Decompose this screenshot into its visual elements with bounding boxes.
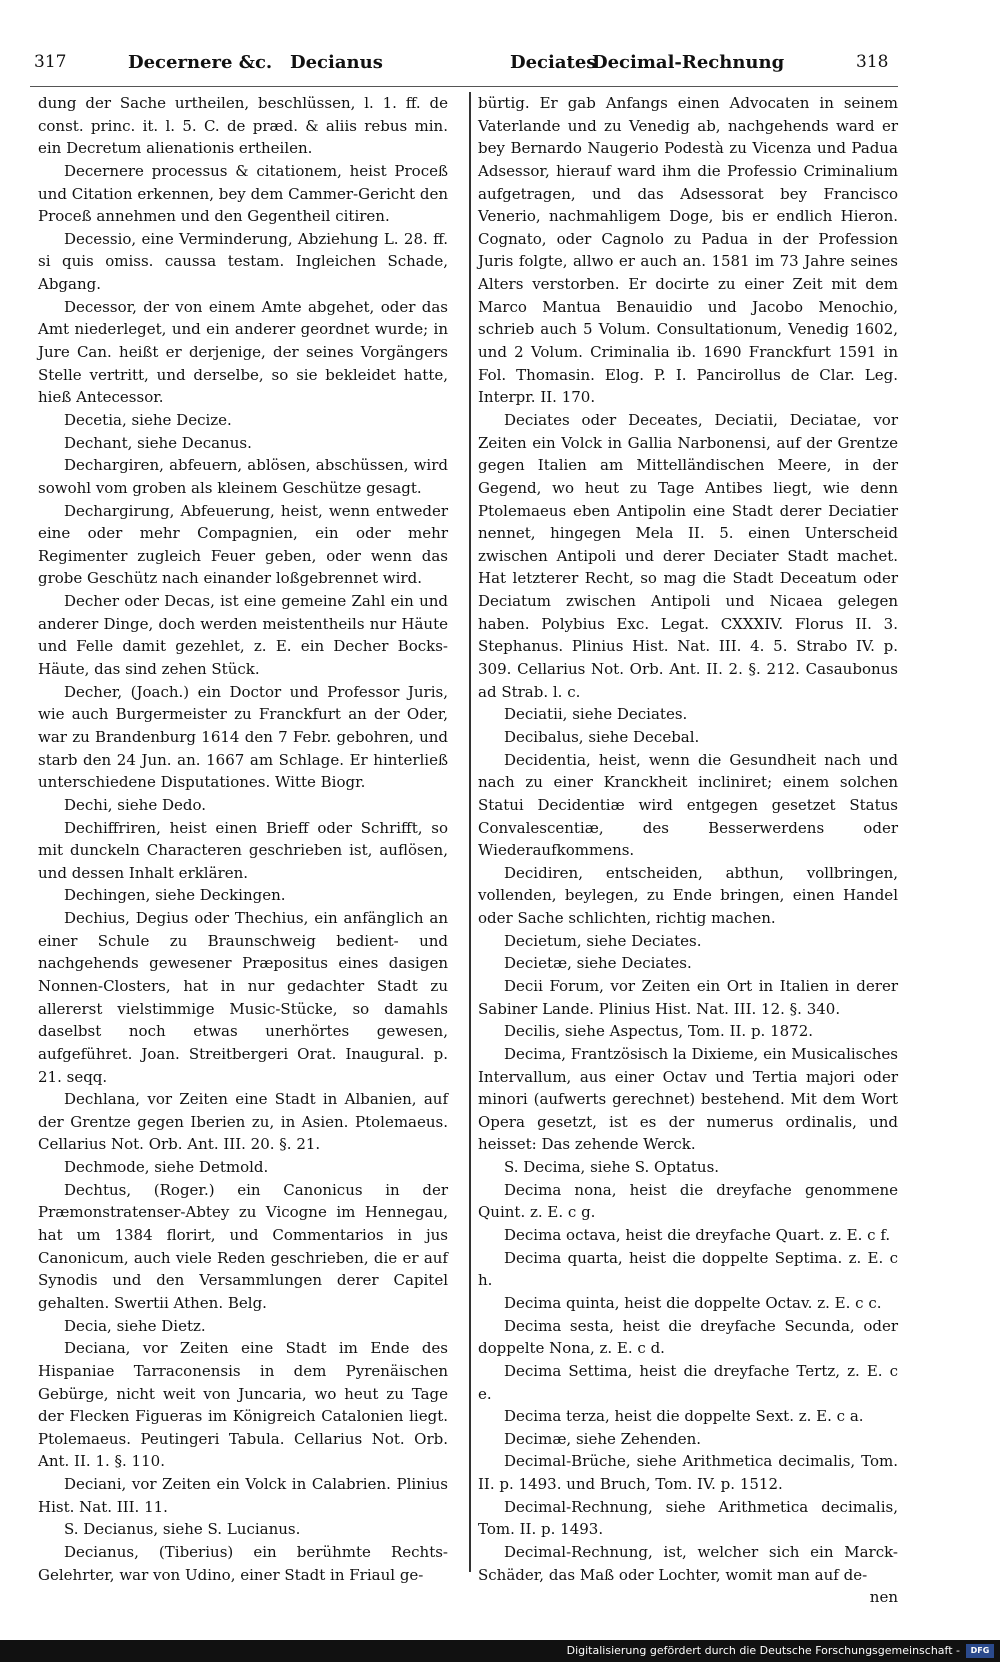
dictionary-entry: Decietum, siehe Deciates. [504, 931, 702, 950]
dictionary-entry: Decima terza, heist die doppelte Sext. z. E. c a. [504, 1407, 864, 1426]
dictionary-entry: Dechmode, siehe Detmold. [64, 1158, 269, 1177]
dictionary-entry: Decia, siehe Dietz. [64, 1316, 206, 1335]
dictionary-entry: Decietæ, siehe Deciates. [504, 954, 692, 973]
dictionary-entry: Deciana, vor Zeiten eine Stadt im Ende des Hispaniae Tarraconensis in dem Pyrenäischen Gebürge, nicht weit von Juncaria, wo heut zu Tage der Flecken Figueras im Königreich Catalonien liegt. Ptolemaeus. Peutingeri Tabula. Cellarius Not. Orb. Ant. II. 1. §. 110. [38, 1339, 448, 1471]
dictionary-entry: dung der Sache urtheilen, beschlüssen, l. 1. ff. de const. princ. it. l. 5. C. de præd. & aliis rebus min. ein Decretum alienationis ertheilen. [38, 94, 448, 158]
dictionary-entry: Decimal-Rechnung, siehe Arithmetica decimalis, Tom. II. p. 1493. [478, 1497, 898, 1539]
footer-credit: Digitalisierung gefördert durch die Deutsche Forschungsgemeinschaft - [566, 1644, 960, 1657]
dictionary-entry: Deciatii, siehe Deciates. [504, 705, 688, 724]
dictionary-entry: Decima Settima, heist die dreyfache Tertz, z. E. c e. [478, 1361, 898, 1403]
dictionary-entry: Decetia, siehe Decize. [64, 410, 232, 429]
dictionary-entry: Decessio, eine Verminderung, Abziehung L. 28. ff. si quis omiss. caussa testam. Ingleichen Schade, Abgang. [38, 229, 448, 294]
dictionary-entry: Decher, (Joach.) ein Doctor und Professor Juris, wie auch Burgermeister zu Franckfurt an der Oder, war zu Brandenburg 1614 den 7 Febr. gebohren, und starb den 24 Jun. an. 1667 am Schlage. Er hinterließ unterschiedene Disputationes. Witte Biogr. [38, 682, 448, 792]
dictionary-entry: Decima, Frantzösisch la Dixieme, ein Musicalisches Intervallum, aus einer Octav und Tertia majori oder minori (aufwerts gerechnet) bestehend. Mit dem Wort Opera gesetzt, ist es der numerus ordinalis, und heisset: Das zehende Werck. [478, 1044, 898, 1154]
right-column [478, 92, 898, 1609]
dictionary-entry: Decilis, siehe Aspectus, Tom. II. p. 1872. [504, 1022, 814, 1041]
catchword: nen [869, 1588, 898, 1607]
dictionary-entry: Decianus, (Tiberius) ein berühmte Rechts-Gelehrter, war von Udino, einer Stadt in Friaul ge- [38, 1543, 448, 1584]
right-running-head-b: Decimal-Rechnung [592, 52, 785, 73]
left-running-head-a: Decernere &c. [128, 52, 273, 73]
right-page-number: 318 [856, 52, 889, 72]
dictionary-entry: Dechiffriren, heist einen Brieff oder Schrifft, so mit dunckeln Characteren geschrieben ist, auflösen, und dessen Inhalt erklären. [38, 818, 448, 882]
dictionary-entry: Decimal-Brüche, siehe Arithmetica decimalis, Tom. II. p. 1493. und Bruch, Tom. IV. p. 1512. [478, 1452, 898, 1494]
dictionary-entry: Decimal-Rechnung, ist, welcher sich ein Marck-Schäder, das Maß oder Lochter, womit man auf de- [478, 1543, 898, 1584]
dictionary-entry: Decidentia, heist, wenn die Gesundheit nach und nach zu einer Kranckheit incliniret; einem solchen Statui Decidentiæ wird entgegen gesetzet Status Convalescentiæ, des Besserwerdens oder Wiederaufkommens. [478, 750, 898, 860]
dictionary-entry: Decima quinta, heist die doppelte Octav. z. E. c c. [504, 1293, 882, 1312]
dictionary-entry: Dechius, Degius oder Thechius, ein anfänglich an einer Schule zu Braunschweig bedient- und nachgehends gewesener Præpositus eines dasigen Nonnen-Closters, hat in nur gedachter Stadt zu allererst vielstimmige Music-Stücke, so damahls daselbst noch etwas unerhörtes gewesen, aufgeführet. Joan. Streitbergeri Orat. Inaugural. p. 21. seqq. [38, 909, 448, 1086]
dictionary-entry: Decima quarta, heist die doppelte Septima. z. E. c h. [478, 1248, 898, 1290]
dictionary-entry: Decima octava, heist die dreyfache Quart. z. E. c f. [504, 1226, 891, 1245]
dictionary-entry: Decibalus, siehe Decebal. [504, 727, 700, 746]
dictionary-entry: Decidiren, entscheiden, abthun, vollbringen, vollenden, beylegen, zu Ende bringen, einen Handel oder Sache schlichten, richtig machen. [478, 863, 898, 928]
dictionary-entry: Dechingen, siehe Deckingen. [64, 886, 286, 905]
right-running-head-a: Deciates [510, 52, 597, 73]
footer-bar [0, 1640, 1000, 1662]
dictionary-entry: Dechtus, (Roger.) ein Canonicus in der Præmonstratenser-Abtey zu Vicogne im Hennegau, hat um 1384 florirt, und Commentarios in jus Canonicum, auch viele Reden geschrieben, die er auf Synodis und den Versammlungen derer Capitel gehalten. Swertii Athen. Belg. [38, 1180, 448, 1312]
dictionary-entry: Dechi, siehe Dedo. [64, 795, 207, 814]
dictionary-entry: Decimæ, siehe Zehenden. [504, 1429, 702, 1448]
dictionary-entry: Decima nona, heist die dreyfache genommene Quint. z. E. c g. [478, 1180, 898, 1222]
dictionary-entry: Dechlana, vor Zeiten eine Stadt in Albanien, auf der Grentze gegen Iberien zu, in Asien. Ptolemaeus. Cellarius Not. Orb. Ant. III. 20. §. 21. [38, 1090, 448, 1154]
dictionary-entry: Dechargirung, Abfeuerung, heist, wenn entweder eine oder mehr Compagnien, ein oder mehr Regimenter zugleich Feuer geben, oder wenn das grobe Geschütz nach einander loßgebrennet wird. [38, 501, 448, 588]
dictionary-entry: Decessor, der von einem Amte abgehet, oder das Amt niederleget, und ein anderer geordnet wurde; in Jure Can. heißt er derjenige, der seines Vorgängers Stelle vertritt, und derselbe, so sie bekleidet hatte, hieß Antecessor. [38, 297, 448, 407]
dictionary-entry: Decima sesta, heist die dreyfache Secunda, oder doppelte Nona, z. E. c d. [478, 1316, 898, 1358]
column-divider [469, 92, 471, 1572]
left-page-number: 317 [34, 52, 67, 72]
dictionary-entry: Deciani, vor Zeiten ein Volck in Calabrien. Plinius Hist. Nat. III. 11. [38, 1475, 448, 1516]
dictionary-entry: Deciates oder Deceates, Deciatii, Deciatae, vor Zeiten ein Volck in Gallia Narbonensi, auf der Grentze gegen Italien am Mittelländischen Meere, in der Gegend, wo heut zu Tage Antibes liegt, wie denn Ptolemaeus eben Antipolin eine Stadt derer Deciatier nennet, hingegen Mela II. 5. einen Unterscheid zwischen Antipoli und derer Deciater Stadt machet. Hat letzterer Recht, so mag die Stadt Deceatum oder Deciatum zwischen Antipoli und Nicaea gelegen haben. Polybius Exc. Legat. CXXXIV. Florus II. 3. Stephanus. Plinius Hist. Nat. III. 4. 5. Strabo IV. p. 309. Cellarius Not. Orb. Ant. II. 2. §. 212. Casaubonus ad Strab. l. c. [478, 410, 898, 701]
dictionary-entry: Dechargiren, abfeuern, ablösen, abschüssen, wird sowohl vom groben als kleinem Geschütze gesagt. [38, 456, 448, 497]
dictionary-entry: S. Decima, siehe S. Optatus. [504, 1158, 720, 1177]
left-column [38, 92, 448, 1586]
header-rule [30, 86, 898, 87]
dictionary-entry: bürtig. Er gab Anfangs einen Advocaten in seinem Vaterlande und zu Venedig ab, nachgehends ward er bey Bernardo Naugerio Podestà zu Vicenza und Padua Adsessor, hierauf ward ihm die Professio Criminalium aufgetragen, und das Adsessorat bey Francisco Venerio, nachmahligem Doge, bis er endlich Hieron. Cognato, oder Cagnolo zu Padua in der Profession Juris folgte, allwo er auch an. 1581 im 73 Jahre seines Alters verstorben. Er docirte zu einer Zeit mit dem Marco Mantua Benauidio und Jacobo Menochio, schrieb auch 5 Volum. Consultationum, Venedig 1602, und 2 Volum. Criminalia ib. 1690 Franckfurt 1591 in Fol. Thomasin. Elog. P. I. Pancirollus de Clar. Leg. Interpr. II. 170. [478, 94, 898, 407]
dictionary-entry: Decii Forum, vor Zeiten ein Ort in Italien in derer Sabiner Lande. Plinius Hist. Nat. III. 12. §. 340. [478, 976, 898, 1018]
page-header [0, 42, 1000, 82]
dictionary-entry: Dechant, siehe Decanus. [64, 433, 252, 452]
dictionary-entry: S. Decianus, siehe S. Lucianus. [64, 1520, 301, 1539]
dfg-logo: DFG [966, 1644, 994, 1658]
left-running-head-b: Decianus [290, 52, 383, 73]
dictionary-entry: Decher oder Decas, ist eine gemeine Zahl ein und anderer Dinge, doch werden meistentheils nur Häute und Felle damit gezehlet, z. E. ein Decher Bocks-Häute, das sind zehen Stück. [38, 592, 448, 679]
dictionary-entry: Decernere processus & citationem, heist Proceß und Citation erkennen, bey dem Cammer-Gericht den Proceß annehmen und den Gegentheil citiren. [38, 161, 448, 226]
